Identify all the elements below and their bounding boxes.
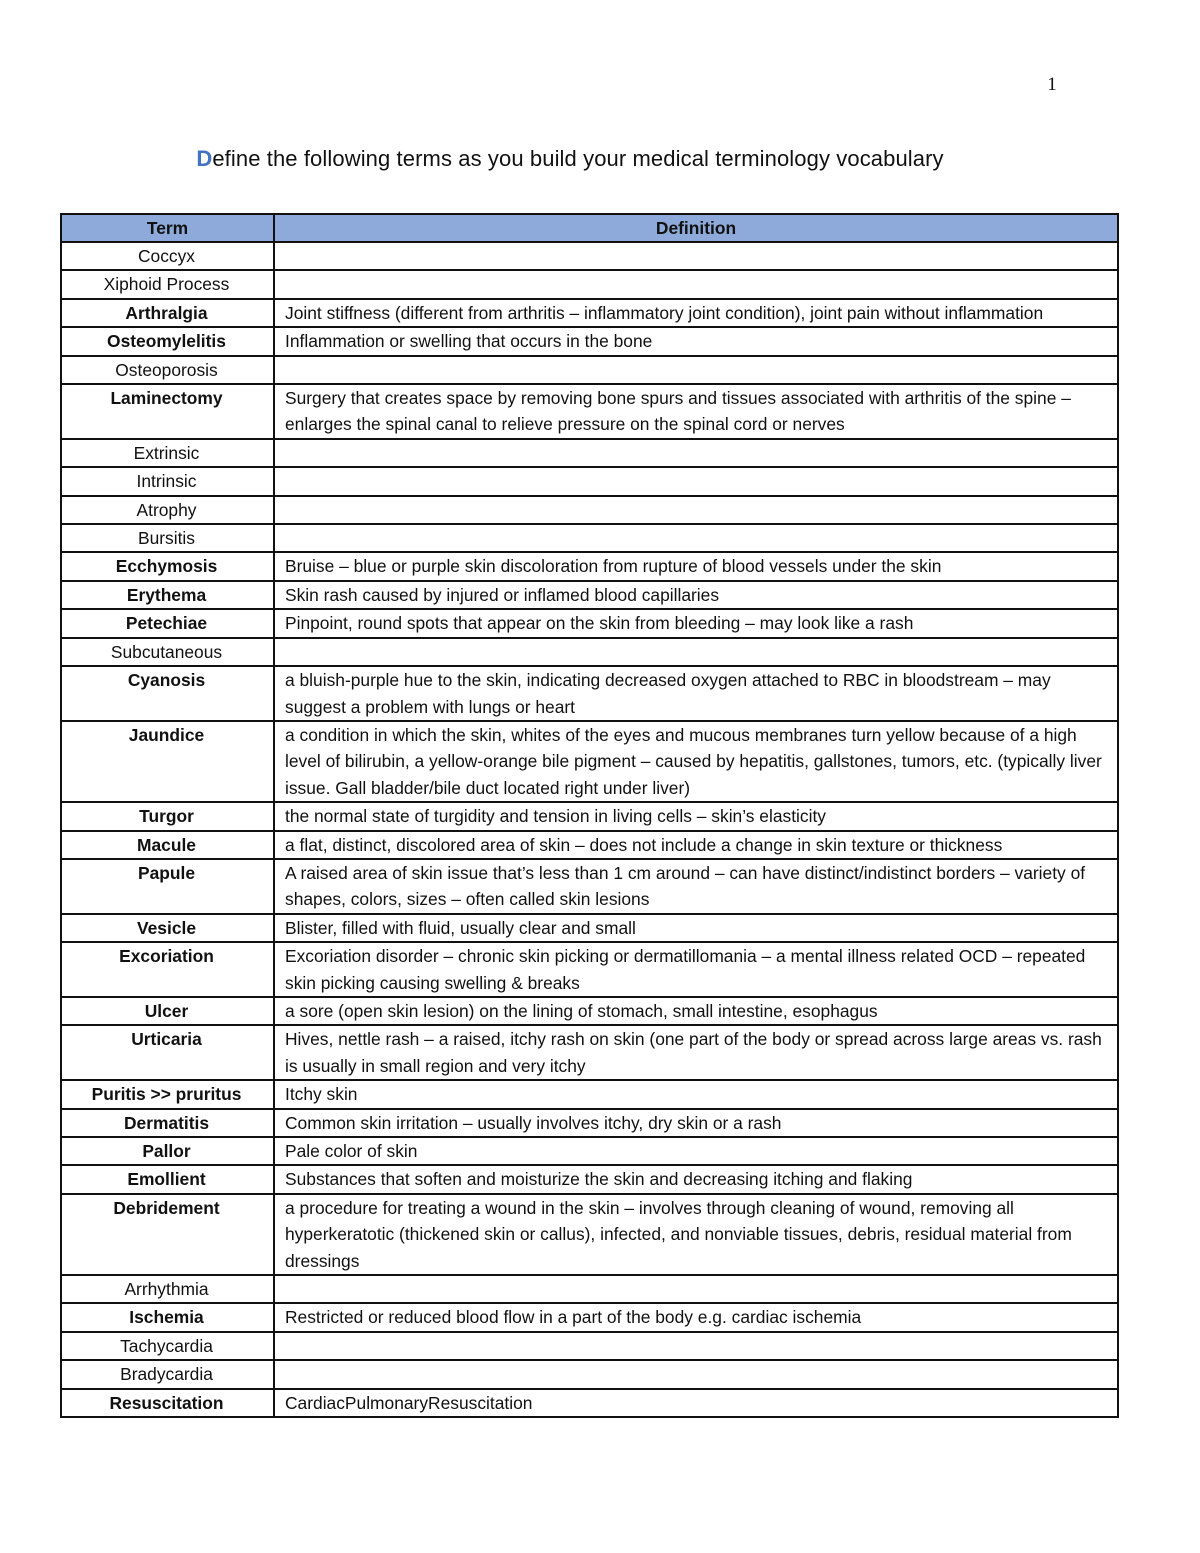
table-row [61,666,1118,721]
definition-cell: Blister, filled with fluid, usually clear and small [274,914,1118,942]
term-cell: Extrinsic [61,439,274,467]
term-cell: Vesicle [61,914,274,942]
table-row [61,242,1118,270]
table-row [61,721,1118,802]
term-cell: Cyanosis [61,666,274,721]
definition-cell [274,1275,1118,1303]
term-cell: Petechiae [61,609,274,637]
term-cell: Turgor [61,802,274,830]
term-cell: Pallor [61,1137,274,1165]
table-row [61,1025,1118,1080]
definition-column-header: Definition [274,214,1118,242]
definition-cell [274,467,1118,495]
table-row [61,1303,1118,1331]
table-row [61,1360,1118,1388]
term-cell: Macule [61,831,274,859]
definition-cell: a procedure for treating a wound in the skin – involves through cleaning of wound, removing all hyperkeratotic (thickened skin or callus), infected, and nonviable tissues, debris, residual material from dressings [274,1194,1118,1275]
vocabulary-table-body [61,242,1118,1417]
definition-cell: a sore (open skin lesion) on the lining of stomach, small intestine, esophagus [274,997,1118,1025]
term-cell: Dermatitis [61,1109,274,1137]
definition-cell: a flat, distinct, discolored area of skin – does not include a change in skin texture or thickness [274,831,1118,859]
definition-cell [274,524,1118,552]
definition-cell: the normal state of turgidity and tension in living cells – skin’s elasticity [274,802,1118,830]
definition-cell: Surgery that creates space by removing bone spurs and tissues associated with arthritis of the spine – enlarges the spinal canal to relieve pressure on the spinal cord or nerves [274,384,1118,439]
table-row [61,1109,1118,1137]
title-rest: efine the following terms as you build your medical terminology vocabulary [212,146,944,171]
table-row [61,1194,1118,1275]
vocabulary-table [60,213,1119,1418]
table-row [61,802,1118,830]
term-column-header: Term [61,214,274,242]
term-cell: Erythema [61,581,274,609]
table-row [61,496,1118,524]
definition-cell: Joint stiffness (different from arthritis – inflammatory joint condition), joint pain without inflammation [274,299,1118,327]
table-row [61,384,1118,439]
table-row [61,609,1118,637]
definition-cell [274,270,1118,298]
table-row [61,356,1118,384]
definition-cell: Itchy skin [274,1080,1118,1108]
title-first-letter: D [196,146,213,171]
table-row [61,1137,1118,1165]
term-cell: Bradycardia [61,1360,274,1388]
term-cell: Emollient [61,1165,274,1193]
definition-cell: Restricted or reduced blood flow in a part of the body e.g. cardiac ischemia [274,1303,1118,1331]
table-row [61,299,1118,327]
table-row [61,1389,1118,1417]
definition-cell: Skin rash caused by injured or inflamed blood capillaries [274,581,1118,609]
definition-cell [274,1360,1118,1388]
page-number: 1 [1047,74,1057,95]
table-row [61,439,1118,467]
definition-cell: Pale color of skin [274,1137,1118,1165]
definition-cell: Common skin irritation – usually involves itchy, dry skin or a rash [274,1109,1118,1137]
definition-cell: a bluish-purple hue to the skin, indicating decreased oxygen attached to RBC in bloodstream – may suggest a problem with lungs or heart [274,666,1118,721]
definition-cell [274,242,1118,270]
definition-cell: Inflammation or swelling that occurs in the bone [274,327,1118,355]
term-cell: Excoriation [61,942,274,997]
definition-cell: Hives, nettle rash – a raised, itchy rash on skin (one part of the body or spread across large areas vs. rash is usually in small region and very itchy [274,1025,1118,1080]
term-cell: Arrhythmia [61,1275,274,1303]
term-cell: Laminectomy [61,384,274,439]
term-cell: Urticaria [61,1025,274,1080]
term-cell: Xiphoid Process [61,270,274,298]
table-row [61,1275,1118,1303]
term-cell: Arthralgia [61,299,274,327]
term-cell: Ecchymosis [61,552,274,580]
term-cell: Osteomylelitis [61,327,274,355]
table-row [61,831,1118,859]
table-row [61,1165,1118,1193]
term-cell: Intrinsic [61,467,274,495]
table-row [61,638,1118,666]
table-row [61,581,1118,609]
term-cell: Osteoporosis [61,356,274,384]
term-cell: Puritis >> pruritus [61,1080,274,1108]
term-cell: Jaundice [61,721,274,802]
table-header-row [61,214,1118,242]
definition-cell [274,638,1118,666]
definition-cell: Bruise – blue or purple skin discoloration from rupture of blood vessels under the skin [274,552,1118,580]
table-row [61,1332,1118,1360]
term-cell: Tachycardia [61,1332,274,1360]
table-row [61,327,1118,355]
definition-cell: A raised area of skin issue that’s less than 1 cm around – can have distinct/indistinct borders – variety of shapes, colors, sizes – often called skin lesions [274,859,1118,914]
definition-cell: Excoriation disorder – chronic skin picking or dermatillomania – a mental illness related OCD – repeated skin picking causing swelling & breaks [274,942,1118,997]
table-row [61,942,1118,997]
definition-cell [274,439,1118,467]
definition-cell [274,1332,1118,1360]
table-row [61,467,1118,495]
table-row [61,914,1118,942]
table-row [61,270,1118,298]
table-row [61,859,1118,914]
definition-cell: Substances that soften and moisturize the skin and decreasing itching and flaking [274,1165,1118,1193]
term-cell: Atrophy [61,496,274,524]
definition-cell [274,356,1118,384]
table-row [61,552,1118,580]
term-cell: Resuscitation [61,1389,274,1417]
term-cell: Papule [61,859,274,914]
page-title [60,146,1080,172]
term-cell: Subcutaneous [61,638,274,666]
table-row [61,997,1118,1025]
term-cell: Ulcer [61,997,274,1025]
term-cell: Ischemia [61,1303,274,1331]
term-cell: Debridement [61,1194,274,1275]
table-row [61,524,1118,552]
term-cell: Bursitis [61,524,274,552]
definition-cell: a condition in which the skin, whites of the eyes and mucous membranes turn yellow because of a high level of bilirubin, a yellow-orange bile pigment – caused by hepatitis, gallstones, tumors, etc. (typically liver issue. Gall bladder/bile duct located right under liver) [274,721,1118,802]
definition-cell [274,496,1118,524]
term-cell: Coccyx [61,242,274,270]
definition-cell: CardiacPulmonaryResuscitation [274,1389,1118,1417]
table-row [61,1080,1118,1108]
definition-cell: Pinpoint, round spots that appear on the skin from bleeding – may look like a rash [274,609,1118,637]
